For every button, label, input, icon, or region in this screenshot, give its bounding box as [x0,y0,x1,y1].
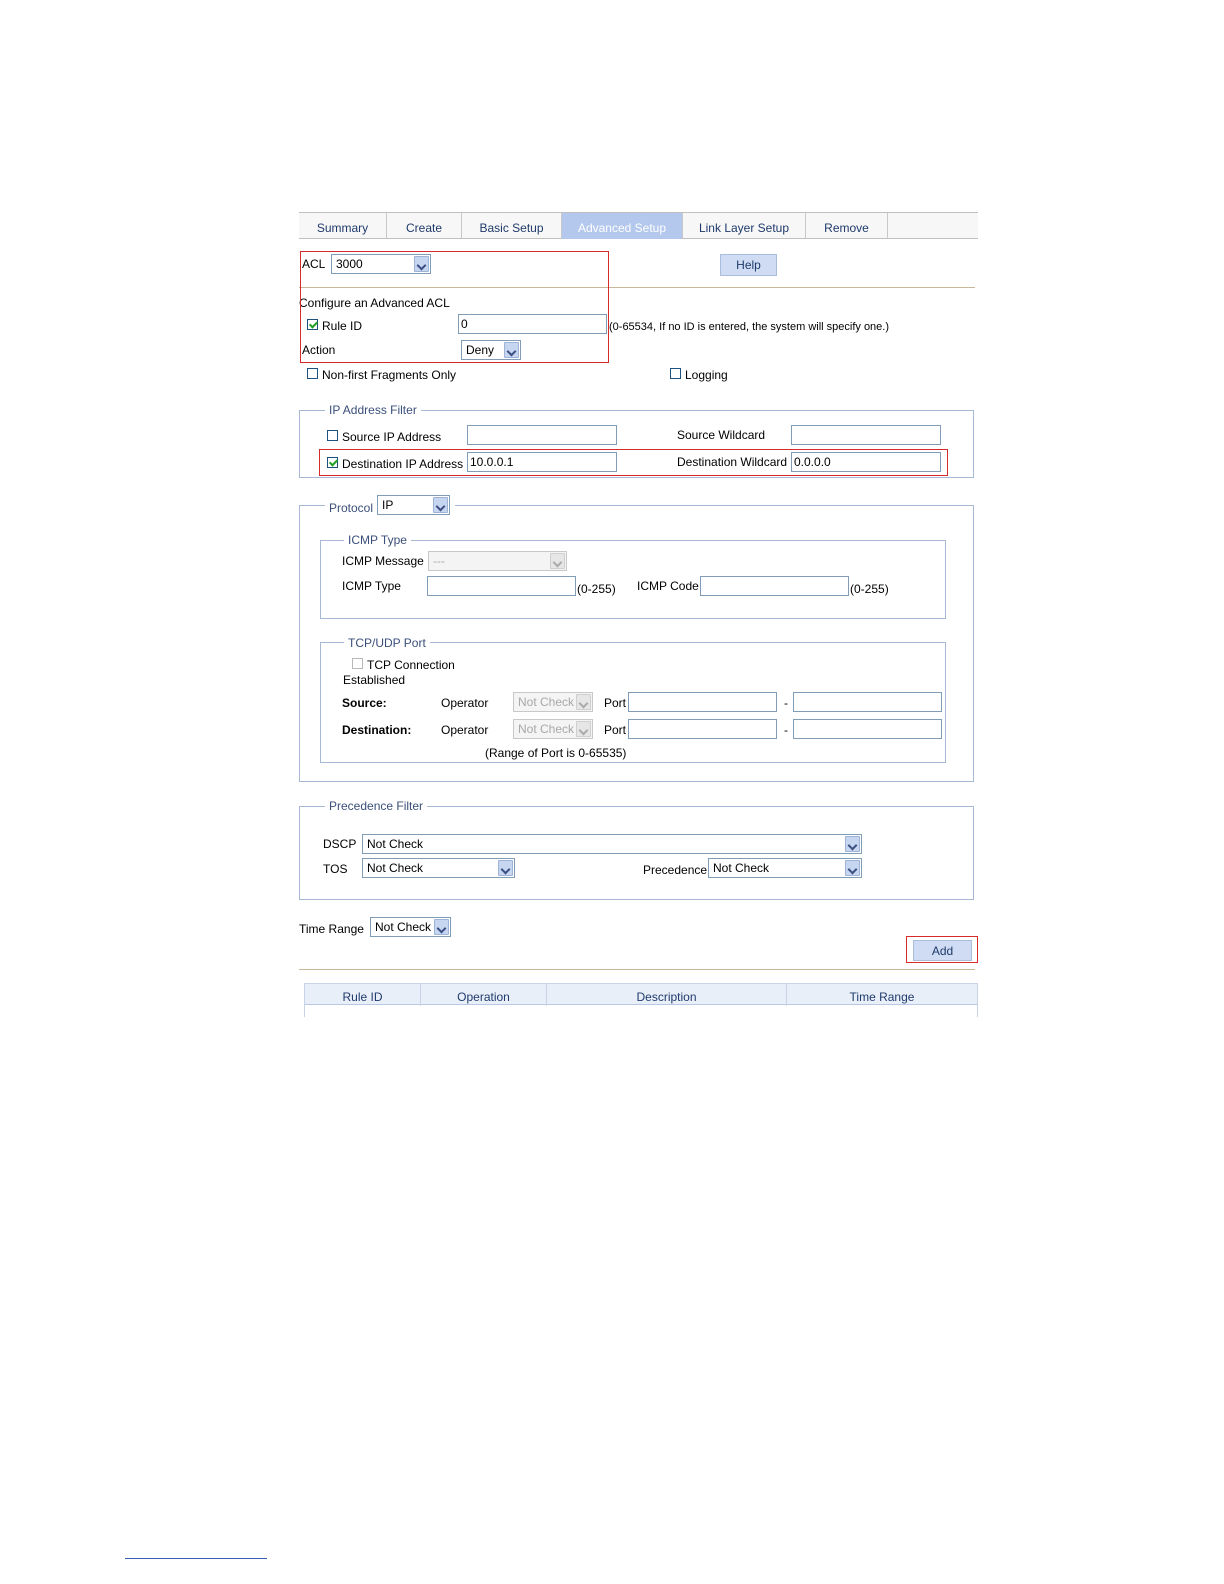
dscp-select-value: Not Check [367,837,424,851]
tcp-established-label: Established [343,673,406,687]
protocol-select-value: IP [382,498,394,512]
column-header-operation[interactable]: Operation [421,984,547,1006]
add-button[interactable]: Add [913,940,972,961]
destination-wildcard-input[interactable]: 0.0.0.0 [791,452,941,472]
source-ip-input[interactable] [467,425,617,445]
destination-operator-value: Not Check [518,722,575,736]
logging-checkbox[interactable] [670,368,681,379]
rule-table-header [305,983,977,1005]
chevron-down-icon [433,497,448,513]
tab-link-layer-setup[interactable]: Link Layer Setup [683,213,806,239]
source-ip-checkbox[interactable] [327,430,338,441]
icmp-type-range: (0-255) [577,582,616,596]
source-port-dash: - [784,696,788,710]
acl-label: ACL [302,257,326,271]
destination-port-dash: - [784,723,788,737]
non-first-fragments-label: Non-first Fragments Only [322,368,457,382]
icmp-type-label: ICMP Type [342,579,401,593]
rule-id-hint: (0-65534, If no ID is entered, the system will specify one.) [609,321,890,333]
non-first-fragments-checkbox[interactable] [307,368,318,379]
chevron-down-icon [576,721,591,737]
action-select-value: Deny [466,343,495,357]
destination-ip-input[interactable]: 10.0.0.1 [467,452,617,472]
icmp-code-range: (0-255) [850,582,889,596]
tab-basic-setup[interactable]: Basic Setup [462,213,562,239]
highlight-box-acl [300,251,609,363]
destination-port-label: Destination: [342,723,412,737]
source-operator-label: Operator [441,696,489,710]
icmp-message-select[interactable] [428,551,567,571]
column-header-description[interactable]: Description [547,984,787,1006]
chevron-down-icon [498,860,513,876]
destination-port-end-input[interactable] [793,719,942,739]
tab-advanced-setup[interactable]: Advanced Setup [562,213,683,239]
port-range-note: (Range of Port is 0-65535) [485,746,627,760]
column-header-rule-id[interactable]: Rule ID [305,984,421,1006]
highlight-box-destination [319,449,948,476]
rule-table [304,983,978,1017]
dscp-label: DSCP [323,837,357,851]
precedence-filter-legend: Precedence Filter [325,799,427,813]
icmp-message-label: ICMP Message [342,554,424,568]
source-wildcard-input[interactable] [791,425,941,445]
source-port-field-label: Port [604,696,627,710]
chevron-down-icon [845,836,860,852]
logging-label: Logging [685,368,728,382]
tcp-udp-port-legend: TCP/UDP Port [344,636,430,650]
source-wildcard-label: Source Wildcard [677,428,766,442]
tcp-connection-label: TCP Connection [367,658,455,672]
tos-label: TOS [323,862,348,876]
icmp-code-label: ICMP Code [637,579,699,593]
chevron-down-icon [576,694,591,710]
help-button[interactable]: Help [720,254,777,276]
tab-summary[interactable]: Summary [299,213,387,239]
configure-title: Configure an Advanced ACL [299,296,450,310]
destination-wildcard-label: Destination Wildcard [677,455,788,469]
tcp-connection-checkbox[interactable] [352,658,363,669]
tab-create[interactable]: Create [387,213,462,239]
tab-remove[interactable]: Remove [806,213,888,239]
time-range-select-value: Not Check [375,920,432,934]
icmp-type-input[interactable] [427,576,576,596]
chevron-down-icon [550,553,565,569]
divider [299,969,975,970]
precedence-label: Precedence [643,863,708,877]
column-header-time-range[interactable]: Time Range [849,990,915,1004]
source-operator-select[interactable] [513,692,593,712]
protocol-label: Protocol [329,501,374,515]
tab-bar [299,212,978,239]
rule-id-label: Rule ID [322,319,363,333]
protocol-select[interactable] [377,495,450,515]
ip-address-filter-legend: IP Address Filter [325,403,421,417]
icmp-message-select-value: --- [433,554,445,568]
tos-select[interactable] [362,858,515,878]
icmp-type-legend: ICMP Type [344,533,411,547]
destination-operator-label: Operator [441,723,489,737]
rule-id-input[interactable]: 0 [458,314,607,334]
destination-port-field-label: Port [604,723,627,737]
tos-select-value: Not Check [367,861,424,875]
precedence-select-value: Not Check [713,861,770,875]
time-range-select[interactable] [370,917,451,937]
destination-ip-label: Destination IP Address [342,457,464,471]
chevron-down-icon [845,860,860,876]
source-ip-label: Source IP Address [342,430,442,444]
footnote-separator [125,1558,267,1559]
dscp-select[interactable] [362,834,862,854]
precedence-select[interactable] [708,858,862,878]
time-range-label: Time Range [299,922,364,936]
destination-operator-select[interactable] [513,719,593,739]
source-port-label: Source: [342,696,387,710]
chevron-down-icon [434,919,449,935]
source-operator-value: Not Check [518,695,575,709]
source-port-start-input[interactable] [628,692,777,712]
highlight-box-add [906,936,978,963]
icmp-code-input[interactable] [700,576,849,596]
destination-port-start-input[interactable] [628,719,777,739]
action-label: Action [302,343,336,357]
icmp-type-group [320,540,946,619]
acl-select-value: 3000 [336,257,363,271]
source-port-end-input[interactable] [793,692,942,712]
